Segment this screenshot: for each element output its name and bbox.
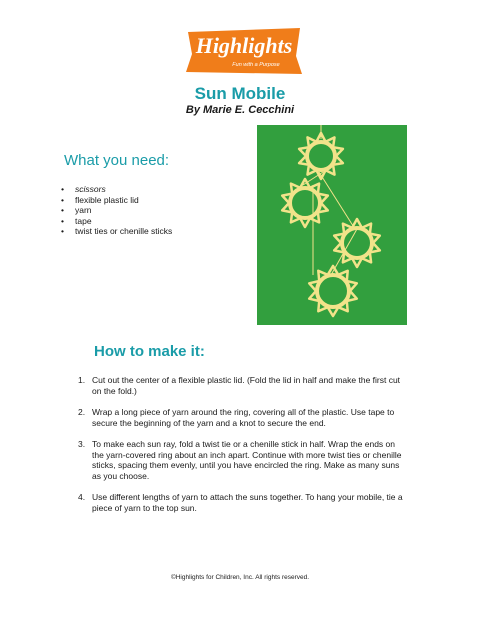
step-text: Wrap a long piece of yarn around the ring, covering all of the plastic. Use tape to secure the beginning of the yarn and a knot to secure the end. — [92, 407, 395, 428]
instruction-step — [78, 375, 408, 396]
materials-item: • twist ties or chenille sticks — [61, 226, 172, 237]
instruction-step — [78, 439, 408, 481]
author-byline: By Marie E. Cecchini — [185, 104, 295, 116]
instruction-step — [78, 407, 408, 428]
step-number: 2. — [78, 407, 86, 417]
highlights-logo — [182, 26, 306, 76]
step-text: To make each sun ray, fold a twist tie or a chenille stick in half. Wrap the ends on the yarn-covered ring about an inch apart. Continue with more twist ties or chenille sticks, spacing them evenly, until you have encircled the ring. Make as many suns as you choose. — [92, 439, 402, 481]
materials-item: • flexible plastic lid — [61, 195, 172, 206]
instruction-step — [78, 492, 408, 513]
page-title: Sun Mobile — [194, 84, 286, 103]
sun-mobile-photo — [257, 125, 407, 325]
step-number: 1. — [78, 375, 86, 385]
step-number: 4. — [78, 492, 86, 502]
materials-item: • yarn — [61, 205, 172, 216]
materials-list — [61, 184, 172, 237]
logo-brand-text: Highlights — [195, 33, 293, 58]
materials-item: • scissors — [61, 184, 172, 195]
instructions-list — [78, 375, 408, 524]
step-number: 3. — [78, 439, 86, 449]
logo-tagline-text: Fun with a Purpose — [232, 62, 280, 68]
materials-item: • tape — [61, 216, 172, 227]
materials-heading: What you need: — [64, 152, 170, 169]
step-text: Use different lengths of yarn to attach the suns together. To hang your mobile, tie a piece of yarn to the top sun. — [92, 492, 403, 513]
step-text: Cut out the center of a flexible plastic lid. (Fold the lid in half and make the first cut on the fold.) — [92, 375, 401, 396]
instructions-heading: How to make it: — [94, 343, 205, 360]
copyright-footer: ©Highlights for Children, Inc. All rights reserved. — [170, 574, 310, 581]
